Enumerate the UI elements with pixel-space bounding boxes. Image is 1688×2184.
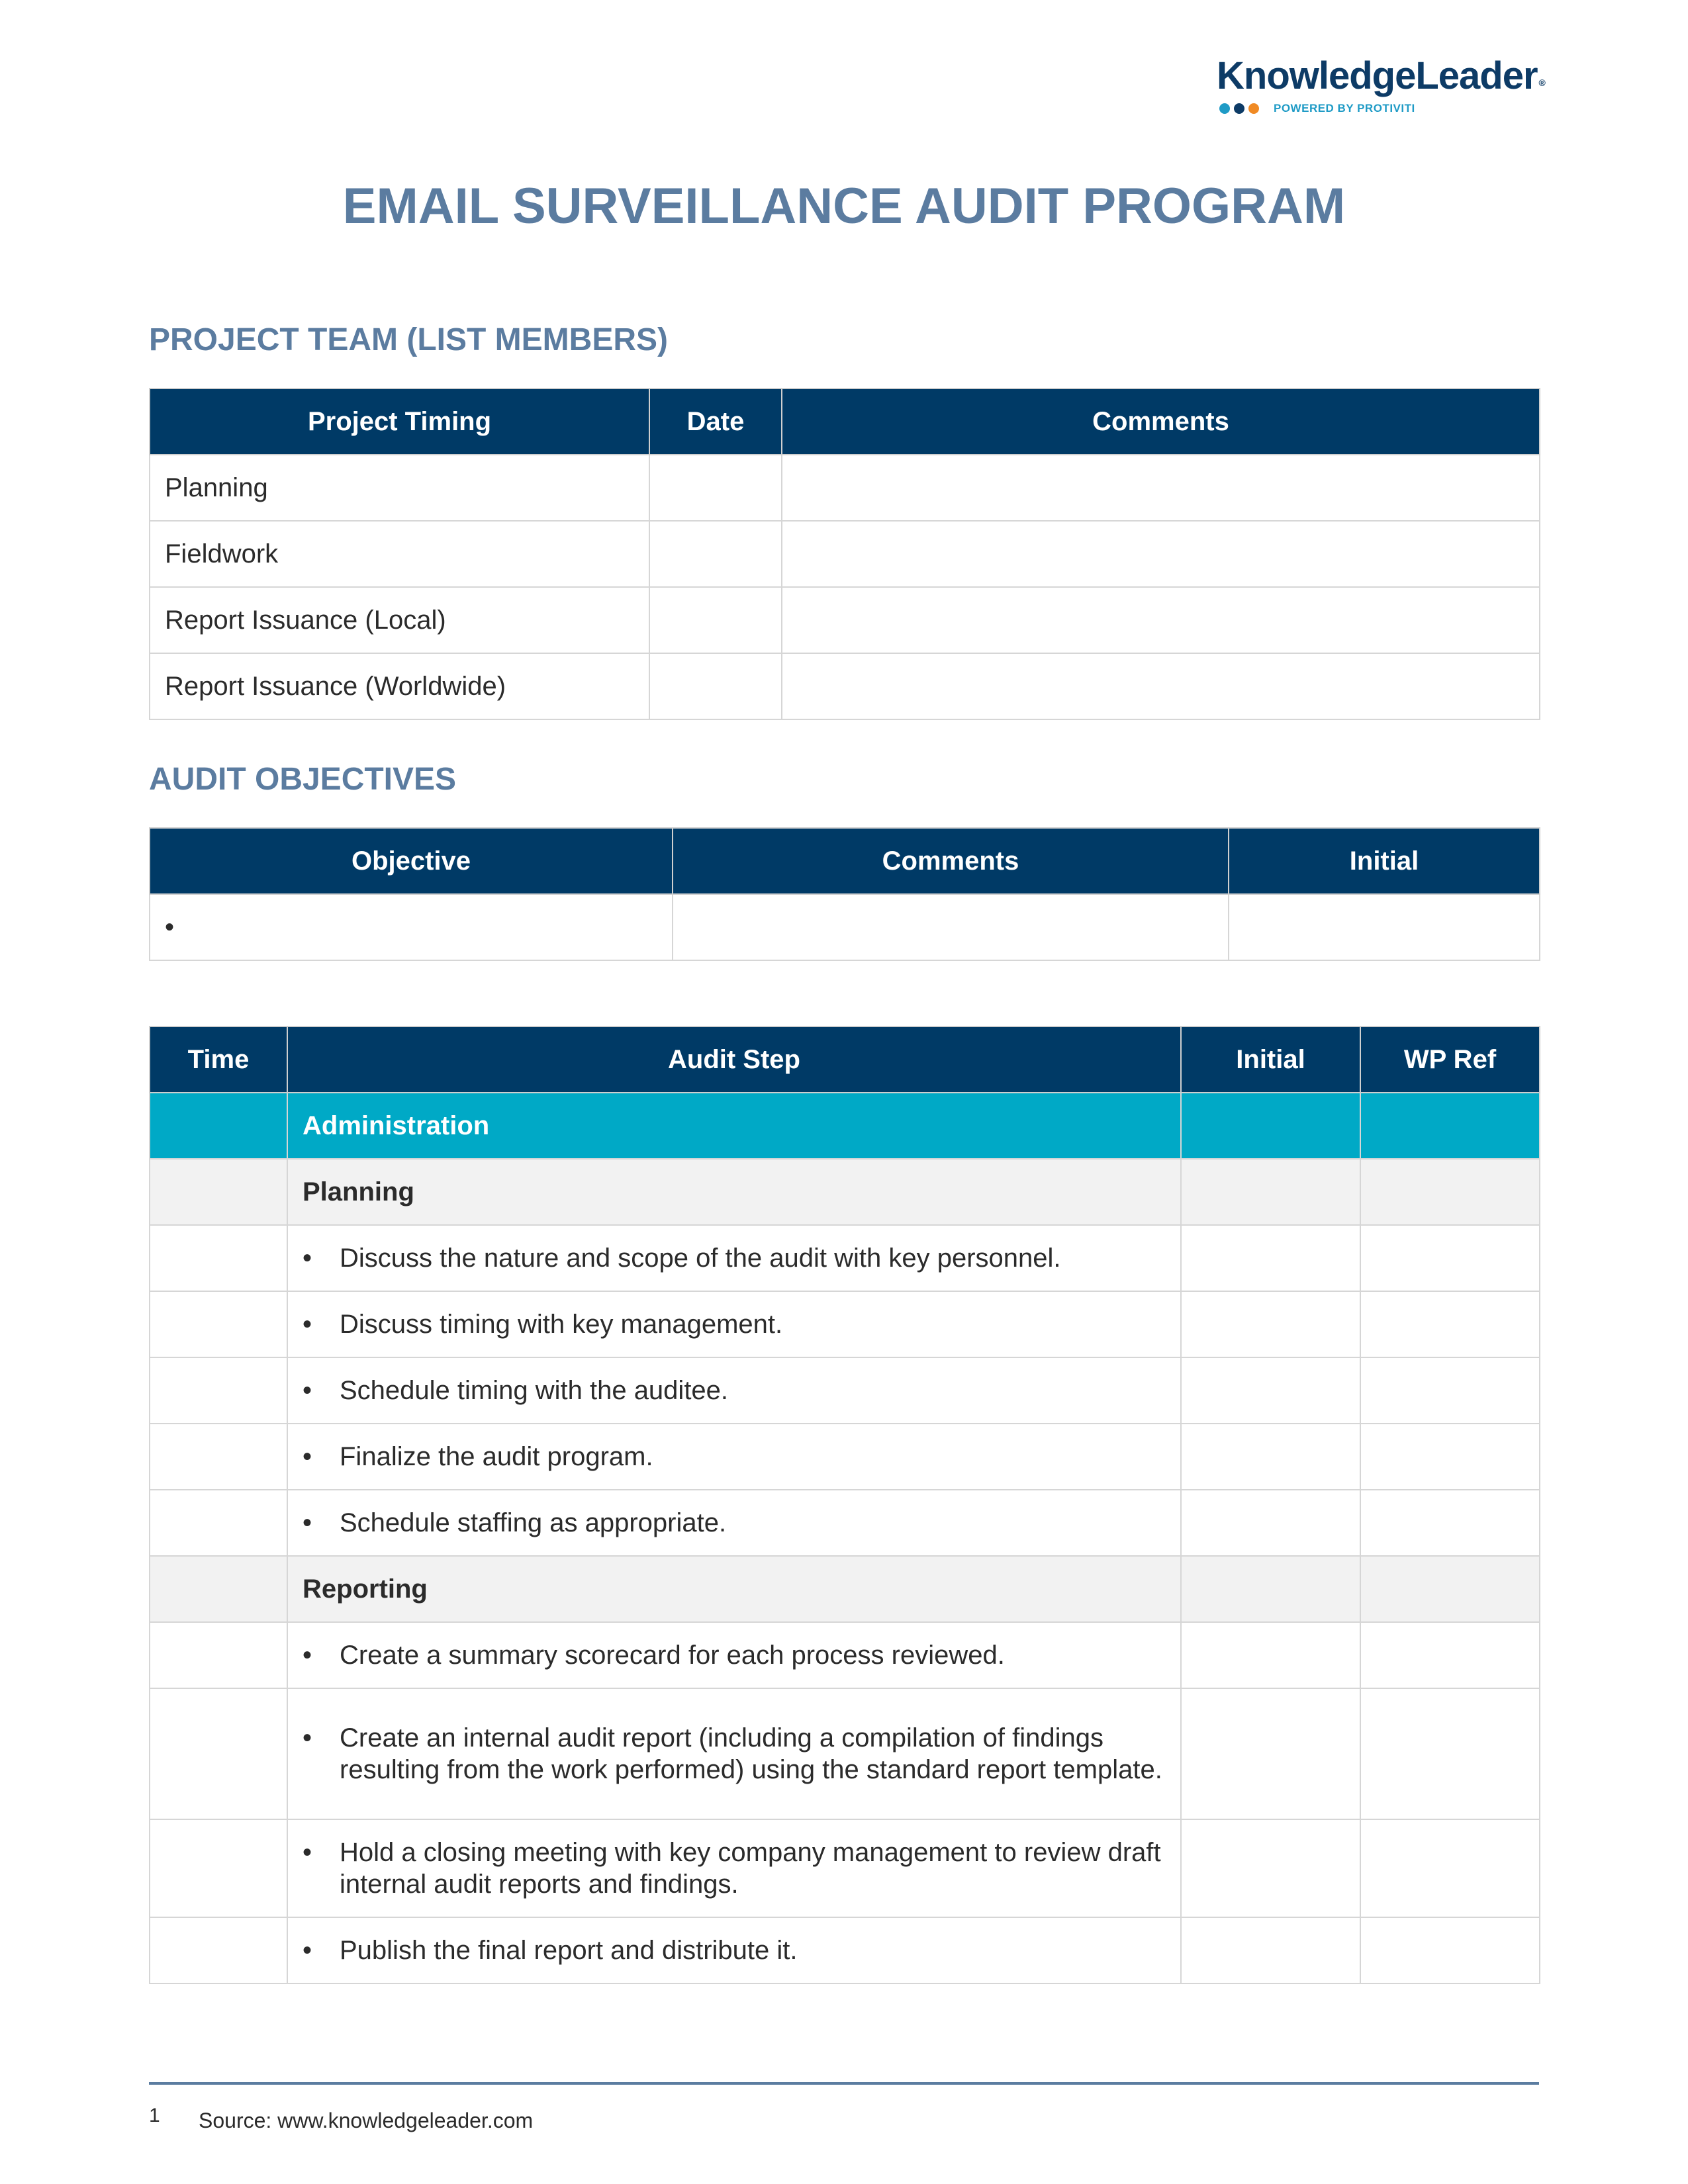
initial-cell[interactable] [1181,1357,1360,1424]
audit-objectives-table [149,827,1540,961]
logo-tagline: POWERED BY PROTIVITI [1274,102,1415,114]
comments-cell[interactable] [673,894,1229,960]
wp-ref-cell[interactable] [1360,1688,1540,1819]
comments-cell[interactable] [782,587,1540,653]
timing-label: Planning [150,455,649,521]
wp-ref-cell[interactable] [1360,1622,1540,1688]
logo-dot [1248,103,1259,114]
timing-label: Fieldwork [150,521,649,587]
table-header-row [150,388,1540,455]
table-row [150,1424,1540,1490]
audit-step: • Discuss the nature and scope of the audit with key personnel. [287,1225,1181,1291]
table-row [150,1622,1540,1688]
reporting-section-row [150,1556,1540,1622]
time-cell[interactable] [150,1424,287,1490]
column-header: Project Timing [150,388,649,455]
table-row [150,1357,1540,1424]
table-row [150,1917,1540,1983]
time-cell[interactable] [150,1622,287,1688]
time-cell[interactable] [150,1688,287,1819]
knowledgeleader-logo [1217,53,1545,115]
initial-cell[interactable] [1181,1819,1360,1917]
logo-wordmark: KnowledgeLeader [1217,54,1538,97]
wp-ref-cell[interactable] [1360,1819,1540,1917]
initial-cell[interactable] [1181,1622,1360,1688]
initial-cell[interactable] [1181,1424,1360,1490]
column-header: Initial [1229,828,1540,894]
logo-dots-icon [1219,103,1259,114]
footnote-source: Source: www.knowledgeleader.com [199,2109,534,2132]
table-row [150,1490,1540,1556]
table-row [150,455,1540,521]
initial-cell[interactable] [1181,1225,1360,1291]
footnote-number: 1 [149,2105,160,2126]
column-header: Objective [150,828,673,894]
wp-ref-cell[interactable] [1360,1357,1540,1424]
initial-cell[interactable] [1181,1917,1360,1983]
time-cell[interactable] [150,1291,287,1357]
column-header: Comments [782,388,1540,455]
comments-cell[interactable] [782,455,1540,521]
wp-ref-cell[interactable] [1360,1917,1540,1983]
footer-divider [149,2082,1539,2085]
table-header-row [150,1026,1540,1093]
table-row [150,1819,1540,1917]
registered-mark: ® [1538,77,1545,88]
column-header: Time [150,1026,287,1093]
column-header: Initial [1181,1026,1360,1093]
date-cell[interactable] [649,455,782,521]
table-row [150,1291,1540,1357]
audit-step: • Discuss timing with key management. [287,1291,1181,1357]
initial-cell[interactable] [1229,894,1540,960]
objective-cell[interactable]: • [150,894,673,960]
audit-objectives-heading: AUDIT OBJECTIVES [149,762,457,797]
comments-cell[interactable] [782,521,1540,587]
initial-cell[interactable] [1181,1688,1360,1819]
time-cell[interactable] [150,1819,287,1917]
table-row [150,894,1540,960]
time-cell[interactable] [150,1917,287,1983]
wp-ref-cell[interactable] [1360,1291,1540,1357]
project-team-heading: PROJECT TEAM (LIST MEMBERS) [149,322,669,357]
table-row [150,521,1540,587]
audit-step: • Schedule timing with the auditee. [287,1357,1181,1424]
initial-cell[interactable] [1181,1490,1360,1556]
column-header: Date [649,388,782,455]
date-cell[interactable] [649,587,782,653]
comments-cell[interactable] [782,653,1540,719]
timing-label: Report Issuance (Worldwide) [150,653,649,719]
date-cell[interactable] [649,521,782,587]
time-cell[interactable] [150,1225,287,1291]
logo-dot [1219,103,1230,114]
project-timing-table [149,388,1540,720]
logo-dot [1234,103,1244,114]
audit-step: • Create an internal audit report (including a compilation of findings resulting from the work performed) using the standard report template. [287,1688,1181,1819]
audit-step: • Create a summary scorecard for each process reviewed. [287,1622,1181,1688]
administration-row [150,1093,1540,1159]
wp-ref-cell[interactable] [1360,1225,1540,1291]
date-cell[interactable] [649,653,782,719]
column-header: Audit Step [287,1026,1181,1093]
initial-cell[interactable] [1181,1291,1360,1357]
wp-ref-cell[interactable] [1360,1424,1540,1490]
audit-step: • Hold a closing meeting with key company management to review draft internal audit reports and findings. [287,1819,1181,1917]
reporting-label: Reporting [287,1556,1181,1622]
time-cell[interactable] [150,1490,287,1556]
administration-label: Administration [287,1093,1181,1159]
planning-section-row [150,1159,1540,1225]
audit-step: • Publish the final report and distribute it. [287,1917,1181,1983]
audit-steps-table [149,1026,1540,1984]
table-row [150,587,1540,653]
time-cell[interactable] [150,1357,287,1424]
audit-step: • Finalize the audit program. [287,1424,1181,1490]
wp-ref-cell[interactable] [1360,1490,1540,1556]
table-row [150,1225,1540,1291]
planning-label: Planning [287,1159,1181,1225]
table-header-row [150,828,1540,894]
column-header: WP Ref [1360,1026,1540,1093]
document-title: EMAIL SURVEILLANCE AUDIT PROGRAM [342,178,1346,234]
timing-label: Report Issuance (Local) [150,587,649,653]
table-row [150,1688,1540,1819]
audit-step: • Schedule staffing as appropriate. [287,1490,1181,1556]
table-row [150,653,1540,719]
column-header: Comments [673,828,1229,894]
